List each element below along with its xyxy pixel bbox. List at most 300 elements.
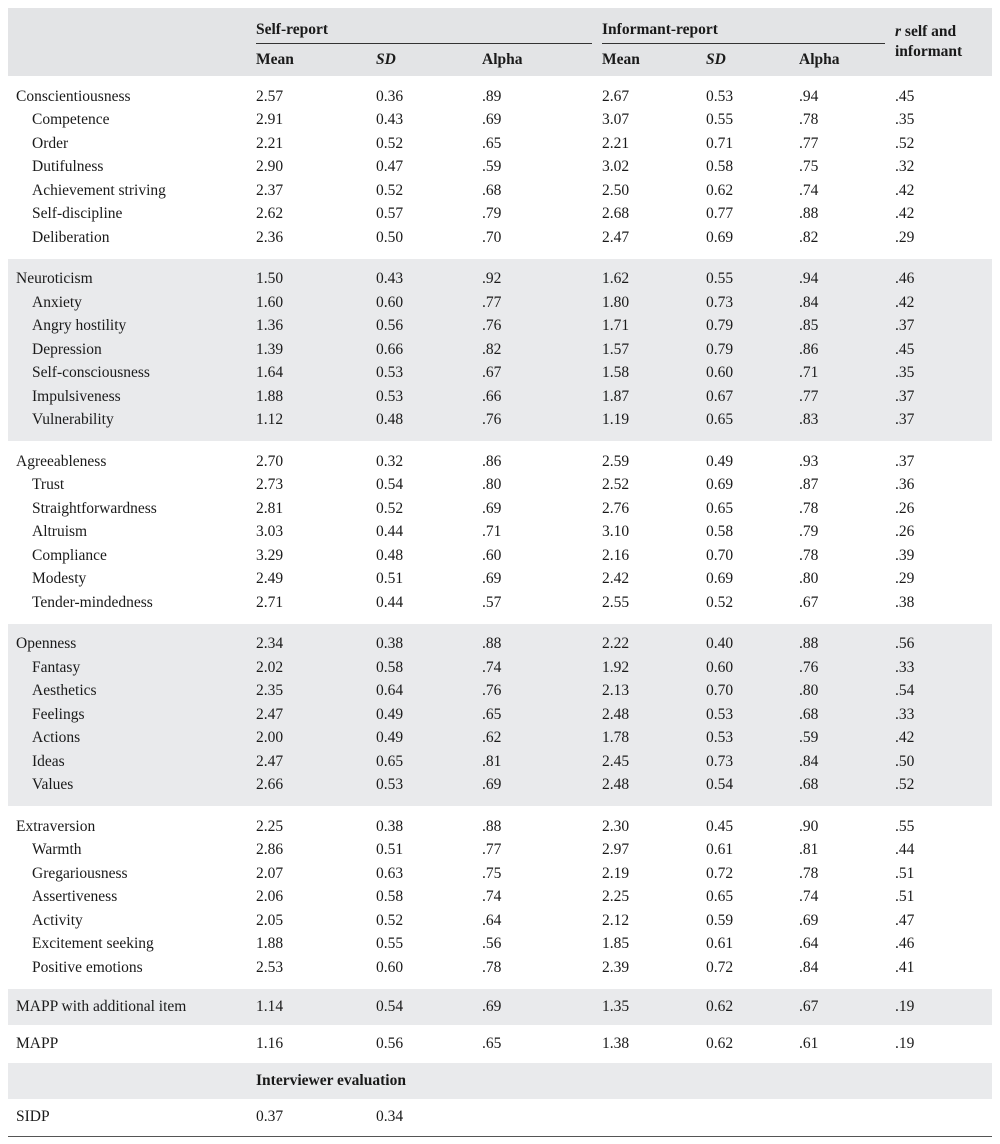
value-cell: 0.60 (706, 658, 734, 676)
row-label: Self-discipline (32, 205, 123, 223)
value-cell: 0.56 (376, 1034, 404, 1052)
gap-cell (8, 806, 992, 815)
value-cell: 1.60 (256, 293, 284, 311)
facet-row (8, 179, 992, 203)
value-cell: .85 (799, 317, 819, 335)
value-cell: 0.69 (706, 228, 734, 246)
r-symbol: r (895, 23, 902, 40)
facet-row (8, 909, 992, 933)
row-label: Conscientiousness (16, 87, 131, 105)
value-cell: .92 (482, 270, 502, 288)
value-cell: 2.50 (602, 181, 630, 199)
value-cell: 0.37 (256, 1099, 376, 1137)
value-cell: .78 (799, 864, 819, 882)
gap-cell (8, 615, 992, 624)
value-cell: .45 (895, 87, 915, 105)
value-cell: 0.49 (706, 452, 734, 470)
value-cell: 0.53 (706, 87, 734, 105)
value-cell: 2.52 (602, 476, 630, 494)
value-cell: .47 (895, 911, 915, 929)
value-cell: 0.70 (706, 546, 734, 564)
sidp-row (8, 1099, 992, 1137)
value-cell: 1.35 (602, 997, 630, 1015)
row-label: Competence (32, 111, 110, 129)
value-cell: 2.00 (256, 729, 284, 747)
value-cell: .42 (895, 181, 915, 199)
value-cell: 0.36 (376, 87, 404, 105)
facet-row (8, 862, 992, 886)
row-label: Achievement striving (32, 181, 166, 199)
value-cell: .70 (482, 228, 502, 246)
empty-cell (8, 1063, 256, 1099)
value-cell: .51 (895, 888, 915, 906)
value-cell: .42 (895, 205, 915, 223)
facet-row (8, 156, 992, 180)
value-cell: 0.55 (376, 935, 404, 953)
value-cell: 1.88 (256, 387, 284, 405)
value-cell: 0.52 (376, 911, 404, 929)
facet-row (8, 750, 992, 774)
value-cell: .61 (799, 1034, 819, 1052)
value-cell: .81 (482, 752, 502, 770)
value-cell: 0.51 (376, 841, 404, 859)
facet-row (8, 315, 992, 339)
value-cell: 0.32 (376, 452, 404, 470)
value-cell: .80 (799, 570, 819, 588)
value-cell: 0.53 (706, 705, 734, 723)
facet-row (8, 132, 992, 156)
value-cell: .80 (482, 476, 502, 494)
value-cell: .88 (482, 635, 502, 653)
value-cell: 2.35 (256, 682, 284, 700)
mapp-row (8, 1025, 992, 1063)
row-label: Fantasy (32, 658, 81, 676)
value-cell: .89 (482, 87, 502, 105)
value-cell: 0.43 (376, 111, 404, 129)
domain-row (8, 268, 992, 292)
row-label: Anxiety (32, 293, 82, 311)
row-label: Compliance (32, 546, 107, 564)
value-cell: .76 (482, 682, 502, 700)
value-cell: .38 (895, 593, 915, 611)
value-cell: .88 (799, 635, 819, 653)
value-cell: .76 (799, 658, 819, 676)
value-cell: 2.71 (256, 593, 284, 611)
value-cell: .39 (895, 546, 915, 564)
value-cell: 0.65 (376, 752, 404, 770)
value-cell: 2.21 (602, 134, 630, 152)
value-cell: 0.53 (376, 364, 404, 382)
value-cell: 1.19 (602, 411, 630, 429)
value-cell: .84 (799, 752, 819, 770)
row-label: Warmth (32, 841, 82, 859)
value-cell: .33 (895, 658, 915, 676)
value-cell: .69 (482, 499, 502, 517)
value-cell: .56 (482, 935, 502, 953)
value-cell: 0.62 (706, 997, 734, 1015)
col-self-sd: SD (376, 51, 396, 68)
value-cell: 2.47 (256, 705, 284, 723)
domain-row (8, 85, 992, 109)
value-cell: .71 (482, 523, 502, 541)
facet-row (8, 362, 992, 386)
value-cell: 0.54 (376, 476, 404, 494)
value-cell: 0.62 (706, 1034, 734, 1052)
value-cell: .93 (799, 452, 819, 470)
value-cell: .84 (799, 293, 819, 311)
value-cell: 3.07 (602, 111, 630, 129)
value-cell: 2.19 (602, 864, 630, 882)
value-cell: 1.16 (256, 1034, 284, 1052)
value-cell: 1.14 (256, 997, 284, 1015)
value-cell: .59 (799, 729, 819, 747)
col-self-alpha: Alpha (482, 51, 523, 68)
row-label: Dutifulness (32, 158, 104, 176)
value-cell: 2.05 (256, 911, 284, 929)
row-label: Aesthetics (32, 682, 97, 700)
value-cell: 0.50 (376, 228, 404, 246)
header-r-self-informant (895, 8, 992, 76)
informant-report-label: Informant-report (602, 21, 885, 44)
value-cell: 0.79 (706, 317, 734, 335)
value-cell: 2.68 (602, 205, 630, 223)
value-cell: .46 (895, 935, 915, 953)
value-cell: .78 (799, 499, 819, 517)
value-cell: .67 (799, 997, 819, 1015)
value-cell: 1.88 (256, 935, 284, 953)
value-cell: 1.80 (602, 293, 630, 311)
group-bottom-padding (8, 797, 992, 806)
value-cell: .19 (895, 1034, 915, 1052)
value-cell: 1.36 (256, 317, 284, 335)
row-label: Angry hostility (32, 317, 127, 335)
col-inf-alpha: Alpha (799, 51, 840, 68)
value-cell: 1.85 (602, 935, 630, 953)
interviewer-header-row (8, 1063, 992, 1099)
facet-row (8, 203, 992, 227)
value-cell: .52 (895, 776, 915, 794)
value-cell: 0.71 (706, 134, 734, 152)
value-cell: .29 (895, 228, 915, 246)
value-cell: 0.53 (376, 387, 404, 405)
header-informant-report (602, 8, 895, 44)
row-label: Order (32, 134, 69, 152)
value-cell: 2.62 (256, 205, 284, 223)
group-top-padding (8, 624, 992, 633)
value-cell: 0.70 (706, 682, 734, 700)
value-cell: .94 (799, 270, 819, 288)
value-cell: .86 (482, 452, 502, 470)
value-cell: 0.34 (376, 1099, 482, 1137)
value-cell: 0.72 (706, 958, 734, 976)
value-cell: 0.55 (706, 270, 734, 288)
empty-cell (602, 1099, 706, 1137)
value-cell: 0.44 (376, 523, 404, 541)
value-cell: 2.37 (256, 181, 284, 199)
value-cell: .65 (482, 134, 502, 152)
row-label: Openness (16, 635, 77, 653)
empty-cell (706, 1099, 799, 1137)
value-cell: 0.66 (376, 340, 404, 358)
value-cell: .67 (799, 593, 819, 611)
value-cell: 2.39 (602, 958, 630, 976)
value-cell: 0.79 (706, 340, 734, 358)
group-top-padding (8, 76, 992, 85)
value-cell: .84 (799, 958, 819, 976)
value-cell: .90 (799, 817, 819, 835)
facet-row (8, 568, 992, 592)
value-cell: .82 (482, 340, 502, 358)
facet-row (8, 933, 992, 957)
value-cell: 3.02 (602, 158, 630, 176)
value-cell: .77 (482, 841, 502, 859)
value-cell: .76 (482, 317, 502, 335)
value-cell: 2.76 (602, 499, 630, 517)
value-cell: .81 (799, 841, 819, 859)
group-top-padding (8, 806, 992, 815)
value-cell: 0.55 (706, 111, 734, 129)
value-cell: .19 (895, 997, 915, 1015)
row-label: Depression (32, 340, 102, 358)
value-cell: .66 (482, 387, 502, 405)
value-cell: 1.71 (602, 317, 630, 335)
value-cell: 2.42 (602, 570, 630, 588)
value-cell: .42 (895, 293, 915, 311)
value-cell: 0.58 (706, 158, 734, 176)
facet-row (8, 109, 992, 133)
value-cell: 0.72 (706, 864, 734, 882)
value-cell: 2.57 (256, 87, 284, 105)
domain-row (8, 815, 992, 839)
value-cell: .36 (895, 476, 915, 494)
value-cell: .54 (895, 682, 915, 700)
gap-cell (8, 441, 992, 450)
value-cell: .69 (799, 911, 819, 929)
row-label: Positive emotions (32, 958, 143, 976)
value-cell: 2.02 (256, 658, 284, 676)
mapp-additional-row (8, 989, 992, 1025)
value-cell: 0.77 (706, 205, 734, 223)
row-label: Agreeableness (16, 452, 107, 470)
descriptive-statistics-table (8, 8, 992, 1137)
value-cell: 0.47 (376, 158, 404, 176)
gap-cell (8, 259, 992, 268)
value-cell: 0.38 (376, 635, 404, 653)
value-cell: .35 (895, 364, 915, 382)
value-cell: 2.48 (602, 776, 630, 794)
value-cell: 0.58 (706, 523, 734, 541)
value-cell: 0.52 (706, 593, 734, 611)
row-label: MAPP (16, 1034, 59, 1052)
row-label: Impulsiveness (32, 387, 121, 405)
row-label: Excitement seeking (32, 935, 154, 953)
value-cell: 2.73 (256, 476, 284, 494)
value-cell: 2.67 (602, 87, 630, 105)
facet-row (8, 338, 992, 362)
value-cell: .68 (799, 776, 819, 794)
value-cell: 1.62 (602, 270, 630, 288)
value-cell: .68 (799, 705, 819, 723)
value-cell: .45 (895, 340, 915, 358)
value-cell: 2.12 (602, 911, 630, 929)
value-cell: 0.63 (376, 864, 404, 882)
value-cell: 0.48 (376, 411, 404, 429)
value-cell: 2.47 (602, 228, 630, 246)
value-cell: 0.64 (376, 682, 404, 700)
value-cell: .64 (482, 911, 502, 929)
value-cell: .74 (482, 888, 502, 906)
value-cell: 3.03 (256, 523, 284, 541)
r-col-line2: informant (895, 43, 963, 60)
header-blank-cell-2 (8, 44, 256, 76)
value-cell: .68 (482, 181, 502, 199)
row-label: Deliberation (32, 228, 110, 246)
value-cell: 2.22 (602, 635, 630, 653)
row-label: Assertiveness (32, 888, 118, 906)
facet-row (8, 291, 992, 315)
group-bottom-padding (8, 250, 992, 259)
row-label: Modesty (32, 570, 87, 588)
value-cell: 0.49 (376, 705, 404, 723)
value-cell: 0.60 (376, 293, 404, 311)
value-cell: 2.47 (256, 752, 284, 770)
value-cell: 0.57 (376, 205, 404, 223)
value-cell: .51 (895, 864, 915, 882)
value-cell: 2.30 (602, 817, 630, 835)
gap-cell (8, 624, 992, 633)
value-cell: 0.51 (376, 570, 404, 588)
value-cell: 0.61 (706, 935, 734, 953)
value-cell: .52 (895, 134, 915, 152)
group-bottom-padding (8, 615, 992, 624)
facet-row (8, 521, 992, 545)
row-label: Feelings (32, 705, 85, 723)
value-cell: 2.13 (602, 682, 630, 700)
value-cell: 0.65 (706, 411, 734, 429)
interviewer-evaluation-label: Interviewer evaluation (256, 1071, 406, 1089)
facet-row (8, 474, 992, 498)
value-cell: 0.38 (376, 817, 404, 835)
row-label: Ideas (32, 752, 65, 770)
value-cell: 0.60 (376, 958, 404, 976)
value-cell: 2.34 (256, 635, 284, 653)
self-report-label: Self-report (256, 21, 592, 44)
value-cell: 3.29 (256, 546, 284, 564)
value-cell: .62 (482, 729, 502, 747)
value-cell: .64 (799, 935, 819, 953)
value-cell: 2.53 (256, 958, 284, 976)
value-cell: 0.69 (706, 570, 734, 588)
value-cell: .79 (482, 205, 502, 223)
value-cell: .37 (895, 411, 915, 429)
facet-row (8, 409, 992, 433)
value-cell: .80 (799, 682, 819, 700)
value-cell: .44 (895, 841, 915, 859)
value-cell: 1.50 (256, 270, 284, 288)
value-cell: .65 (482, 705, 502, 723)
domain-row (8, 633, 992, 657)
facet-row (8, 544, 992, 568)
value-cell: .76 (482, 411, 502, 429)
value-cell: .88 (482, 817, 502, 835)
value-cell: .67 (482, 364, 502, 382)
value-cell: 0.65 (706, 499, 734, 517)
group-bottom-padding (8, 980, 992, 989)
facet-row (8, 680, 992, 704)
value-cell: 1.87 (602, 387, 630, 405)
value-cell: 0.61 (706, 841, 734, 859)
header-blank-cell (8, 8, 256, 44)
value-cell: 2.66 (256, 776, 284, 794)
value-cell: 0.53 (376, 776, 404, 794)
value-cell: .46 (895, 270, 915, 288)
value-cell: 0.73 (706, 293, 734, 311)
value-cell: .86 (799, 340, 819, 358)
value-cell: 1.57 (602, 340, 630, 358)
table-body (8, 8, 992, 1137)
row-label: Trust (32, 476, 65, 494)
row-label: Vulnerability (32, 411, 114, 429)
value-cell: 2.86 (256, 841, 284, 859)
value-cell: .74 (482, 658, 502, 676)
facet-row (8, 591, 992, 615)
value-cell: .74 (799, 888, 819, 906)
value-cell: .41 (895, 958, 915, 976)
value-cell: 0.52 (376, 181, 404, 199)
value-cell: .55 (895, 817, 915, 835)
value-cell: 0.67 (706, 387, 734, 405)
value-cell: .69 (482, 111, 502, 129)
value-cell: .83 (799, 411, 819, 429)
value-cell: 0.62 (706, 181, 734, 199)
gap-cell (8, 76, 992, 85)
row-label: Straightforwardness (32, 499, 157, 517)
value-cell: 0.54 (376, 997, 404, 1015)
value-cell: 2.91 (256, 111, 284, 129)
value-cell: .78 (799, 546, 819, 564)
domain-row (8, 450, 992, 474)
value-cell: .69 (482, 997, 502, 1015)
facet-row (8, 497, 992, 521)
value-cell: 2.25 (602, 888, 630, 906)
value-cell: .77 (799, 387, 819, 405)
facet-row (8, 727, 992, 751)
value-cell: .71 (799, 364, 819, 382)
value-cell: .74 (799, 181, 819, 199)
facet-row (8, 226, 992, 250)
row-label: Self-consciousness (32, 364, 150, 382)
value-cell: 1.58 (602, 364, 630, 382)
row-label: SIDP (8, 1099, 256, 1137)
value-cell: 0.43 (376, 270, 404, 288)
row-label: Gregariousness (32, 864, 128, 882)
value-cell: .77 (799, 134, 819, 152)
row-label: Neuroticism (16, 270, 93, 288)
group-top-padding (8, 441, 992, 450)
value-cell: .26 (895, 499, 915, 517)
value-cell: .37 (895, 387, 915, 405)
value-cell: 0.60 (706, 364, 734, 382)
header-self-report (256, 8, 602, 44)
value-cell: .94 (799, 87, 819, 105)
value-cell: 1.38 (602, 1034, 630, 1052)
value-cell: .33 (895, 705, 915, 723)
value-cell: .56 (895, 635, 915, 653)
row-label: Altruism (32, 523, 88, 541)
gap-cell (8, 980, 992, 989)
value-cell: 0.54 (706, 776, 734, 794)
value-cell: 1.12 (256, 411, 284, 429)
